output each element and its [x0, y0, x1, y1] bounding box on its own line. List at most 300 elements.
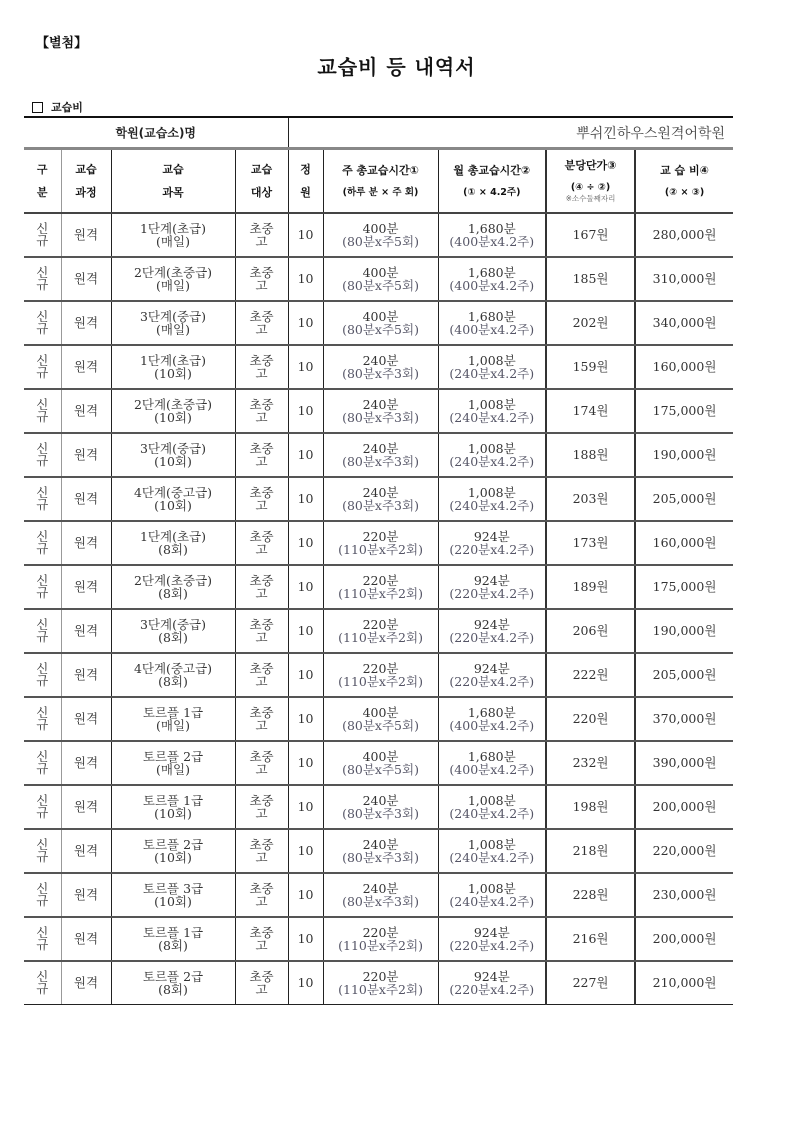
unit-price-text: 167원	[572, 227, 609, 243]
course-cell	[61, 521, 111, 565]
unit-price-text: 198원	[572, 799, 609, 815]
header-unit-price: 분당단가③ (④ ÷ ②) ※소수둘째자리	[546, 149, 635, 214]
fee-cell	[635, 565, 733, 609]
monthly-b-text: (400분x4.2주)	[449, 718, 535, 733]
target-cell	[235, 565, 288, 609]
unit-price-text: 173원	[572, 535, 609, 551]
type-cell	[24, 961, 61, 1005]
unit-price-cell	[546, 741, 635, 785]
weekly-hours-cell	[323, 345, 438, 389]
monthly-hours-cell	[438, 609, 546, 653]
course-text: 원격	[73, 975, 99, 991]
capacity-cell	[288, 917, 323, 961]
weekly-a-text: 240분	[362, 440, 399, 456]
type-a-text: 신	[36, 837, 49, 853]
capacity-cell	[288, 301, 323, 345]
subject-a-text: 토르플 2급	[142, 748, 204, 764]
monthly-hours-cell	[438, 301, 546, 345]
type-b-text: 규	[36, 585, 49, 600]
monthly-b-text: (220분x4.2주)	[449, 938, 535, 953]
weekly-b-text: (80분x주3회)	[342, 806, 419, 821]
type-a-text: 신	[36, 485, 49, 501]
fee-text: 160,000원	[652, 535, 717, 551]
section-heading	[32, 99, 83, 115]
unit-price-cell	[546, 345, 635, 389]
table-row	[24, 433, 733, 477]
type-b-text: 규	[36, 233, 49, 248]
weekly-hours-cell	[323, 873, 438, 917]
type-cell	[24, 213, 61, 257]
capacity-cell	[288, 433, 323, 477]
course-cell	[61, 213, 111, 257]
unit-price-text: 174원	[572, 403, 609, 419]
subject-b-text: (8회)	[158, 982, 188, 997]
monthly-hours-cell	[438, 565, 546, 609]
subject-b-text: (8회)	[158, 630, 188, 645]
table-row	[24, 697, 733, 741]
unit-price-cell	[546, 433, 635, 477]
subject-a-text: 1단계(초급)	[139, 528, 206, 544]
course-text: 원격	[73, 227, 99, 243]
fee-cell	[635, 653, 733, 697]
monthly-hours-cell	[438, 257, 546, 301]
table-row	[24, 873, 733, 917]
course-cell	[61, 433, 111, 477]
subject-b-text: (8회)	[158, 586, 188, 601]
fee-cell	[635, 829, 733, 873]
subject-b-text: (매일)	[156, 234, 190, 249]
target-b-text: 고	[255, 410, 268, 425]
weekly-b-text: (80분x주3회)	[342, 410, 419, 425]
capacity-cell	[288, 345, 323, 389]
unit-price-text: 206원	[572, 623, 609, 639]
capacity-cell	[288, 257, 323, 301]
target-cell	[235, 301, 288, 345]
type-cell	[24, 565, 61, 609]
course-text: 원격	[73, 359, 99, 375]
capacity-text: 10	[297, 359, 314, 375]
weekly-b-text: (110분x주2회)	[338, 674, 423, 689]
unit-price-text: 227원	[572, 975, 609, 991]
subject-a-text: 4단계(중고급)	[133, 660, 213, 676]
weekly-hours-cell	[323, 961, 438, 1005]
subject-a-text: 2단계(초중급)	[133, 396, 213, 412]
subject-a-text: 1단계(초급)	[139, 352, 206, 368]
target-cell	[235, 741, 288, 785]
weekly-hours-cell	[323, 389, 438, 433]
capacity-text: 10	[297, 403, 314, 419]
course-text: 원격	[73, 887, 99, 903]
type-cell	[24, 873, 61, 917]
weekly-hours-cell	[323, 609, 438, 653]
type-b-text: 규	[36, 321, 49, 336]
fee-cell	[635, 609, 733, 653]
monthly-hours-cell	[438, 345, 546, 389]
monthly-hours-cell	[438, 741, 546, 785]
weekly-a-text: 240분	[362, 836, 399, 852]
type-cell	[24, 917, 61, 961]
table-row	[24, 961, 733, 1005]
monthly-b-text: (240분x4.2주)	[449, 850, 535, 865]
type-a-text: 신	[36, 529, 49, 545]
subject-b-text: (8회)	[158, 674, 188, 689]
subject-cell	[111, 829, 235, 873]
weekly-a-text: 240분	[362, 352, 399, 368]
type-b-text: 규	[36, 893, 49, 908]
course-text: 원격	[73, 799, 99, 815]
subject-cell	[111, 917, 235, 961]
weekly-b-text: (80분x주3회)	[342, 850, 419, 865]
course-cell	[61, 785, 111, 829]
type-a-text: 신	[36, 309, 49, 325]
target-cell	[235, 477, 288, 521]
monthly-a-text: 1,680분	[467, 264, 516, 280]
fee-cell	[635, 917, 733, 961]
target-cell	[235, 609, 288, 653]
subject-cell	[111, 609, 235, 653]
monthly-hours-cell	[438, 917, 546, 961]
capacity-text: 10	[297, 799, 314, 815]
weekly-hours-cell	[323, 477, 438, 521]
subject-b-text: (8회)	[158, 938, 188, 953]
monthly-b-text: (240분x4.2주)	[449, 366, 535, 381]
target-cell	[235, 433, 288, 477]
capacity-cell	[288, 741, 323, 785]
target-cell	[235, 829, 288, 873]
subject-b-text: (매일)	[156, 762, 190, 777]
target-b-text: 고	[255, 718, 268, 733]
table-row	[24, 565, 733, 609]
subject-cell	[111, 433, 235, 477]
monthly-hours-cell	[438, 653, 546, 697]
target-a-text: 초중	[249, 836, 274, 852]
subject-cell	[111, 697, 235, 741]
subject-b-text: (8회)	[158, 542, 188, 557]
monthly-b-text: (240분x4.2주)	[449, 498, 535, 513]
target-a-text: 초중	[249, 880, 274, 896]
weekly-b-text: (80분x주5회)	[342, 762, 419, 777]
subject-b-text: (10회)	[154, 894, 192, 909]
table-row	[24, 345, 733, 389]
type-cell	[24, 829, 61, 873]
unit-price-cell	[546, 873, 635, 917]
unit-price-cell	[546, 697, 635, 741]
table-row	[24, 213, 733, 257]
course-cell	[61, 741, 111, 785]
monthly-a-text: 1,008분	[467, 396, 516, 412]
capacity-text: 10	[297, 271, 314, 287]
subject-a-text: 토르플 1급	[142, 704, 204, 720]
weekly-b-text: (110분x주2회)	[338, 542, 423, 557]
capacity-cell	[288, 961, 323, 1005]
subject-b-text: (10회)	[154, 454, 192, 469]
monthly-a-text: 1,008분	[467, 836, 516, 852]
weekly-hours-cell	[323, 653, 438, 697]
monthly-a-text: 924분	[473, 528, 510, 544]
course-cell	[61, 653, 111, 697]
type-a-text: 신	[36, 749, 49, 765]
fee-text: 190,000원	[652, 623, 717, 639]
subject-cell	[111, 477, 235, 521]
header-weekly-hours: 주 총교습시간① (하루 분 × 주 회)	[323, 149, 438, 214]
weekly-hours-cell	[323, 829, 438, 873]
monthly-hours-cell	[438, 433, 546, 477]
target-b-text: 고	[255, 806, 268, 821]
unit-price-text: 189원	[572, 579, 609, 595]
capacity-cell	[288, 785, 323, 829]
fee-cell	[635, 345, 733, 389]
subject-a-text: 토르플 2급	[142, 836, 204, 852]
monthly-a-text: 1,680분	[467, 748, 516, 764]
fee-text: 220,000원	[652, 843, 717, 859]
subject-a-text: 2단계(초중급)	[133, 264, 213, 280]
capacity-cell	[288, 829, 323, 873]
subject-b-text: (매일)	[156, 322, 190, 337]
type-cell	[24, 389, 61, 433]
subject-a-text: 3단계(중급)	[139, 616, 206, 632]
fee-text: 370,000원	[652, 711, 717, 727]
target-a-text: 초중	[249, 308, 274, 324]
fee-text: 230,000원	[652, 887, 717, 903]
weekly-a-text: 400분	[362, 704, 399, 720]
fee-text: 340,000원	[652, 315, 717, 331]
subject-cell	[111, 653, 235, 697]
fee-cell	[635, 433, 733, 477]
course-text: 원격	[73, 315, 99, 331]
target-a-text: 초중	[249, 616, 274, 632]
subject-cell	[111, 961, 235, 1005]
unit-price-cell	[546, 961, 635, 1005]
course-cell	[61, 829, 111, 873]
weekly-a-text: 220분	[362, 924, 399, 940]
weekly-a-text: 240분	[362, 880, 399, 896]
target-a-text: 초중	[249, 264, 274, 280]
monthly-a-text: 1,008분	[467, 880, 516, 896]
subject-a-text: 토르플 2급	[142, 968, 204, 984]
academy-name-label: 학원(교습소)명	[24, 117, 288, 149]
course-cell	[61, 917, 111, 961]
unit-price-text: 203원	[572, 491, 609, 507]
unit-price-cell	[546, 521, 635, 565]
unit-price-cell	[546, 389, 635, 433]
target-a-text: 초중	[249, 440, 274, 456]
unit-price-cell	[546, 917, 635, 961]
monthly-b-text: (240분x4.2주)	[449, 454, 535, 469]
fee-cell	[635, 961, 733, 1005]
table-header-row	[24, 149, 733, 214]
unit-price-text: 202원	[572, 315, 609, 331]
header-monthly-hours: 월 총교습시간② (① × 4.2주)	[438, 149, 546, 214]
weekly-hours-cell	[323, 741, 438, 785]
header-subject: 교습 과목	[111, 149, 235, 214]
target-cell	[235, 961, 288, 1005]
target-b-text: 고	[255, 894, 268, 909]
course-text: 원격	[73, 491, 99, 507]
monthly-hours-cell	[438, 213, 546, 257]
target-a-text: 초중	[249, 220, 274, 236]
subject-b-text: (10회)	[154, 366, 192, 381]
unit-price-cell	[546, 653, 635, 697]
target-cell	[235, 653, 288, 697]
type-b-text: 규	[36, 365, 49, 380]
weekly-a-text: 400분	[362, 308, 399, 324]
type-a-text: 신	[36, 617, 49, 633]
monthly-a-text: 1,680분	[467, 308, 516, 324]
monthly-b-text: (220분x4.2주)	[449, 674, 535, 689]
fee-cell	[635, 477, 733, 521]
subject-a-text: 토르플 1급	[142, 792, 204, 808]
type-cell	[24, 257, 61, 301]
subject-cell	[111, 785, 235, 829]
course-cell	[61, 257, 111, 301]
monthly-b-text: (240분x4.2주)	[449, 806, 535, 821]
weekly-hours-cell	[323, 257, 438, 301]
fee-text: 160,000원	[652, 359, 717, 375]
table-row	[24, 829, 733, 873]
course-text: 원격	[73, 843, 99, 859]
weekly-a-text: 220분	[362, 616, 399, 632]
unit-price-cell	[546, 301, 635, 345]
subject-cell	[111, 301, 235, 345]
weekly-b-text: (80분x주3회)	[342, 498, 419, 513]
capacity-text: 10	[297, 755, 314, 771]
capacity-text: 10	[297, 931, 314, 947]
course-text: 원격	[73, 271, 99, 287]
weekly-a-text: 400분	[362, 264, 399, 280]
monthly-hours-cell	[438, 521, 546, 565]
checkbox-icon	[32, 102, 43, 113]
type-b-text: 규	[36, 497, 49, 512]
capacity-text: 10	[297, 975, 314, 991]
type-b-text: 규	[36, 937, 49, 952]
target-a-text: 초중	[249, 572, 274, 588]
type-a-text: 신	[36, 265, 49, 281]
header-target: 교습 대상	[235, 149, 288, 214]
table-row	[24, 741, 733, 785]
target-a-text: 초중	[249, 528, 274, 544]
weekly-a-text: 220분	[362, 968, 399, 984]
type-cell	[24, 433, 61, 477]
subject-b-text: (10회)	[154, 850, 192, 865]
target-b-text: 고	[255, 938, 268, 953]
type-b-text: 규	[36, 981, 49, 996]
fee-text: 390,000원	[652, 755, 717, 771]
weekly-b-text: (80분x주3회)	[342, 366, 419, 381]
fee-text: 310,000원	[652, 271, 717, 287]
unit-price-text: 220원	[572, 711, 609, 727]
capacity-text: 10	[297, 579, 314, 595]
type-a-text: 신	[36, 441, 49, 457]
weekly-a-text: 220분	[362, 660, 399, 676]
monthly-a-text: 1,008분	[467, 484, 516, 500]
target-cell	[235, 917, 288, 961]
monthly-a-text: 1,680분	[467, 704, 516, 720]
type-a-text: 신	[36, 661, 49, 677]
unit-price-text: 159원	[572, 359, 609, 375]
monthly-a-text: 924분	[473, 572, 510, 588]
table-row	[24, 609, 733, 653]
monthly-b-text: (220분x4.2주)	[449, 586, 535, 601]
subject-a-text: 토르플 3급	[142, 880, 204, 896]
type-b-text: 규	[36, 761, 49, 776]
course-text: 원격	[73, 447, 99, 463]
weekly-b-text: (110분x주2회)	[338, 982, 423, 997]
capacity-text: 10	[297, 315, 314, 331]
capacity-cell	[288, 477, 323, 521]
tuition-table	[24, 116, 733, 1005]
capacity-text: 10	[297, 667, 314, 683]
target-cell	[235, 257, 288, 301]
monthly-hours-cell	[438, 829, 546, 873]
monthly-b-text: (400분x4.2주)	[449, 762, 535, 777]
weekly-hours-cell	[323, 301, 438, 345]
monthly-a-text: 924분	[473, 660, 510, 676]
target-a-text: 초중	[249, 792, 274, 808]
target-b-text: 고	[255, 454, 268, 469]
target-a-text: 초중	[249, 704, 274, 720]
fee-cell	[635, 301, 733, 345]
target-cell	[235, 521, 288, 565]
type-b-text: 규	[36, 541, 49, 556]
fee-cell	[635, 521, 733, 565]
table-row	[24, 785, 733, 829]
unit-price-cell	[546, 829, 635, 873]
target-a-text: 초중	[249, 352, 274, 368]
unit-price-text: 216원	[572, 931, 609, 947]
type-cell	[24, 521, 61, 565]
type-b-text: 규	[36, 277, 49, 292]
weekly-hours-cell	[323, 917, 438, 961]
subject-b-text: (10회)	[154, 806, 192, 821]
academy-name-row	[24, 117, 733, 149]
target-cell	[235, 785, 288, 829]
table-row	[24, 389, 733, 433]
unit-price-cell	[546, 785, 635, 829]
weekly-hours-cell	[323, 565, 438, 609]
unit-price-cell	[546, 565, 635, 609]
type-a-text: 신	[36, 705, 49, 721]
target-b-text: 고	[255, 278, 268, 293]
monthly-a-text: 924분	[473, 924, 510, 940]
unit-price-cell	[546, 477, 635, 521]
header-capacity: 정 원	[288, 149, 323, 214]
target-a-text: 초중	[249, 924, 274, 940]
weekly-b-text: (80분x주3회)	[342, 894, 419, 909]
type-cell	[24, 345, 61, 389]
weekly-b-text: (80분x주5회)	[342, 718, 419, 733]
target-a-text: 초중	[249, 968, 274, 984]
weekly-hours-cell	[323, 433, 438, 477]
weekly-a-text: 400분	[362, 220, 399, 236]
capacity-cell	[288, 697, 323, 741]
subject-b-text: (매일)	[156, 718, 190, 733]
subject-cell	[111, 565, 235, 609]
fee-cell	[635, 697, 733, 741]
target-b-text: 고	[255, 674, 268, 689]
monthly-a-text: 924분	[473, 968, 510, 984]
table-row	[24, 257, 733, 301]
monthly-b-text: (220분x4.2주)	[449, 542, 535, 557]
attachment-label: 【별첨】	[36, 36, 88, 51]
weekly-hours-cell	[323, 213, 438, 257]
type-a-text: 신	[36, 793, 49, 809]
capacity-cell	[288, 609, 323, 653]
target-b-text: 고	[255, 850, 268, 865]
weekly-hours-cell	[323, 785, 438, 829]
target-b-text: 고	[255, 586, 268, 601]
unit-price-text: 218원	[572, 843, 609, 859]
target-b-text: 고	[255, 542, 268, 557]
